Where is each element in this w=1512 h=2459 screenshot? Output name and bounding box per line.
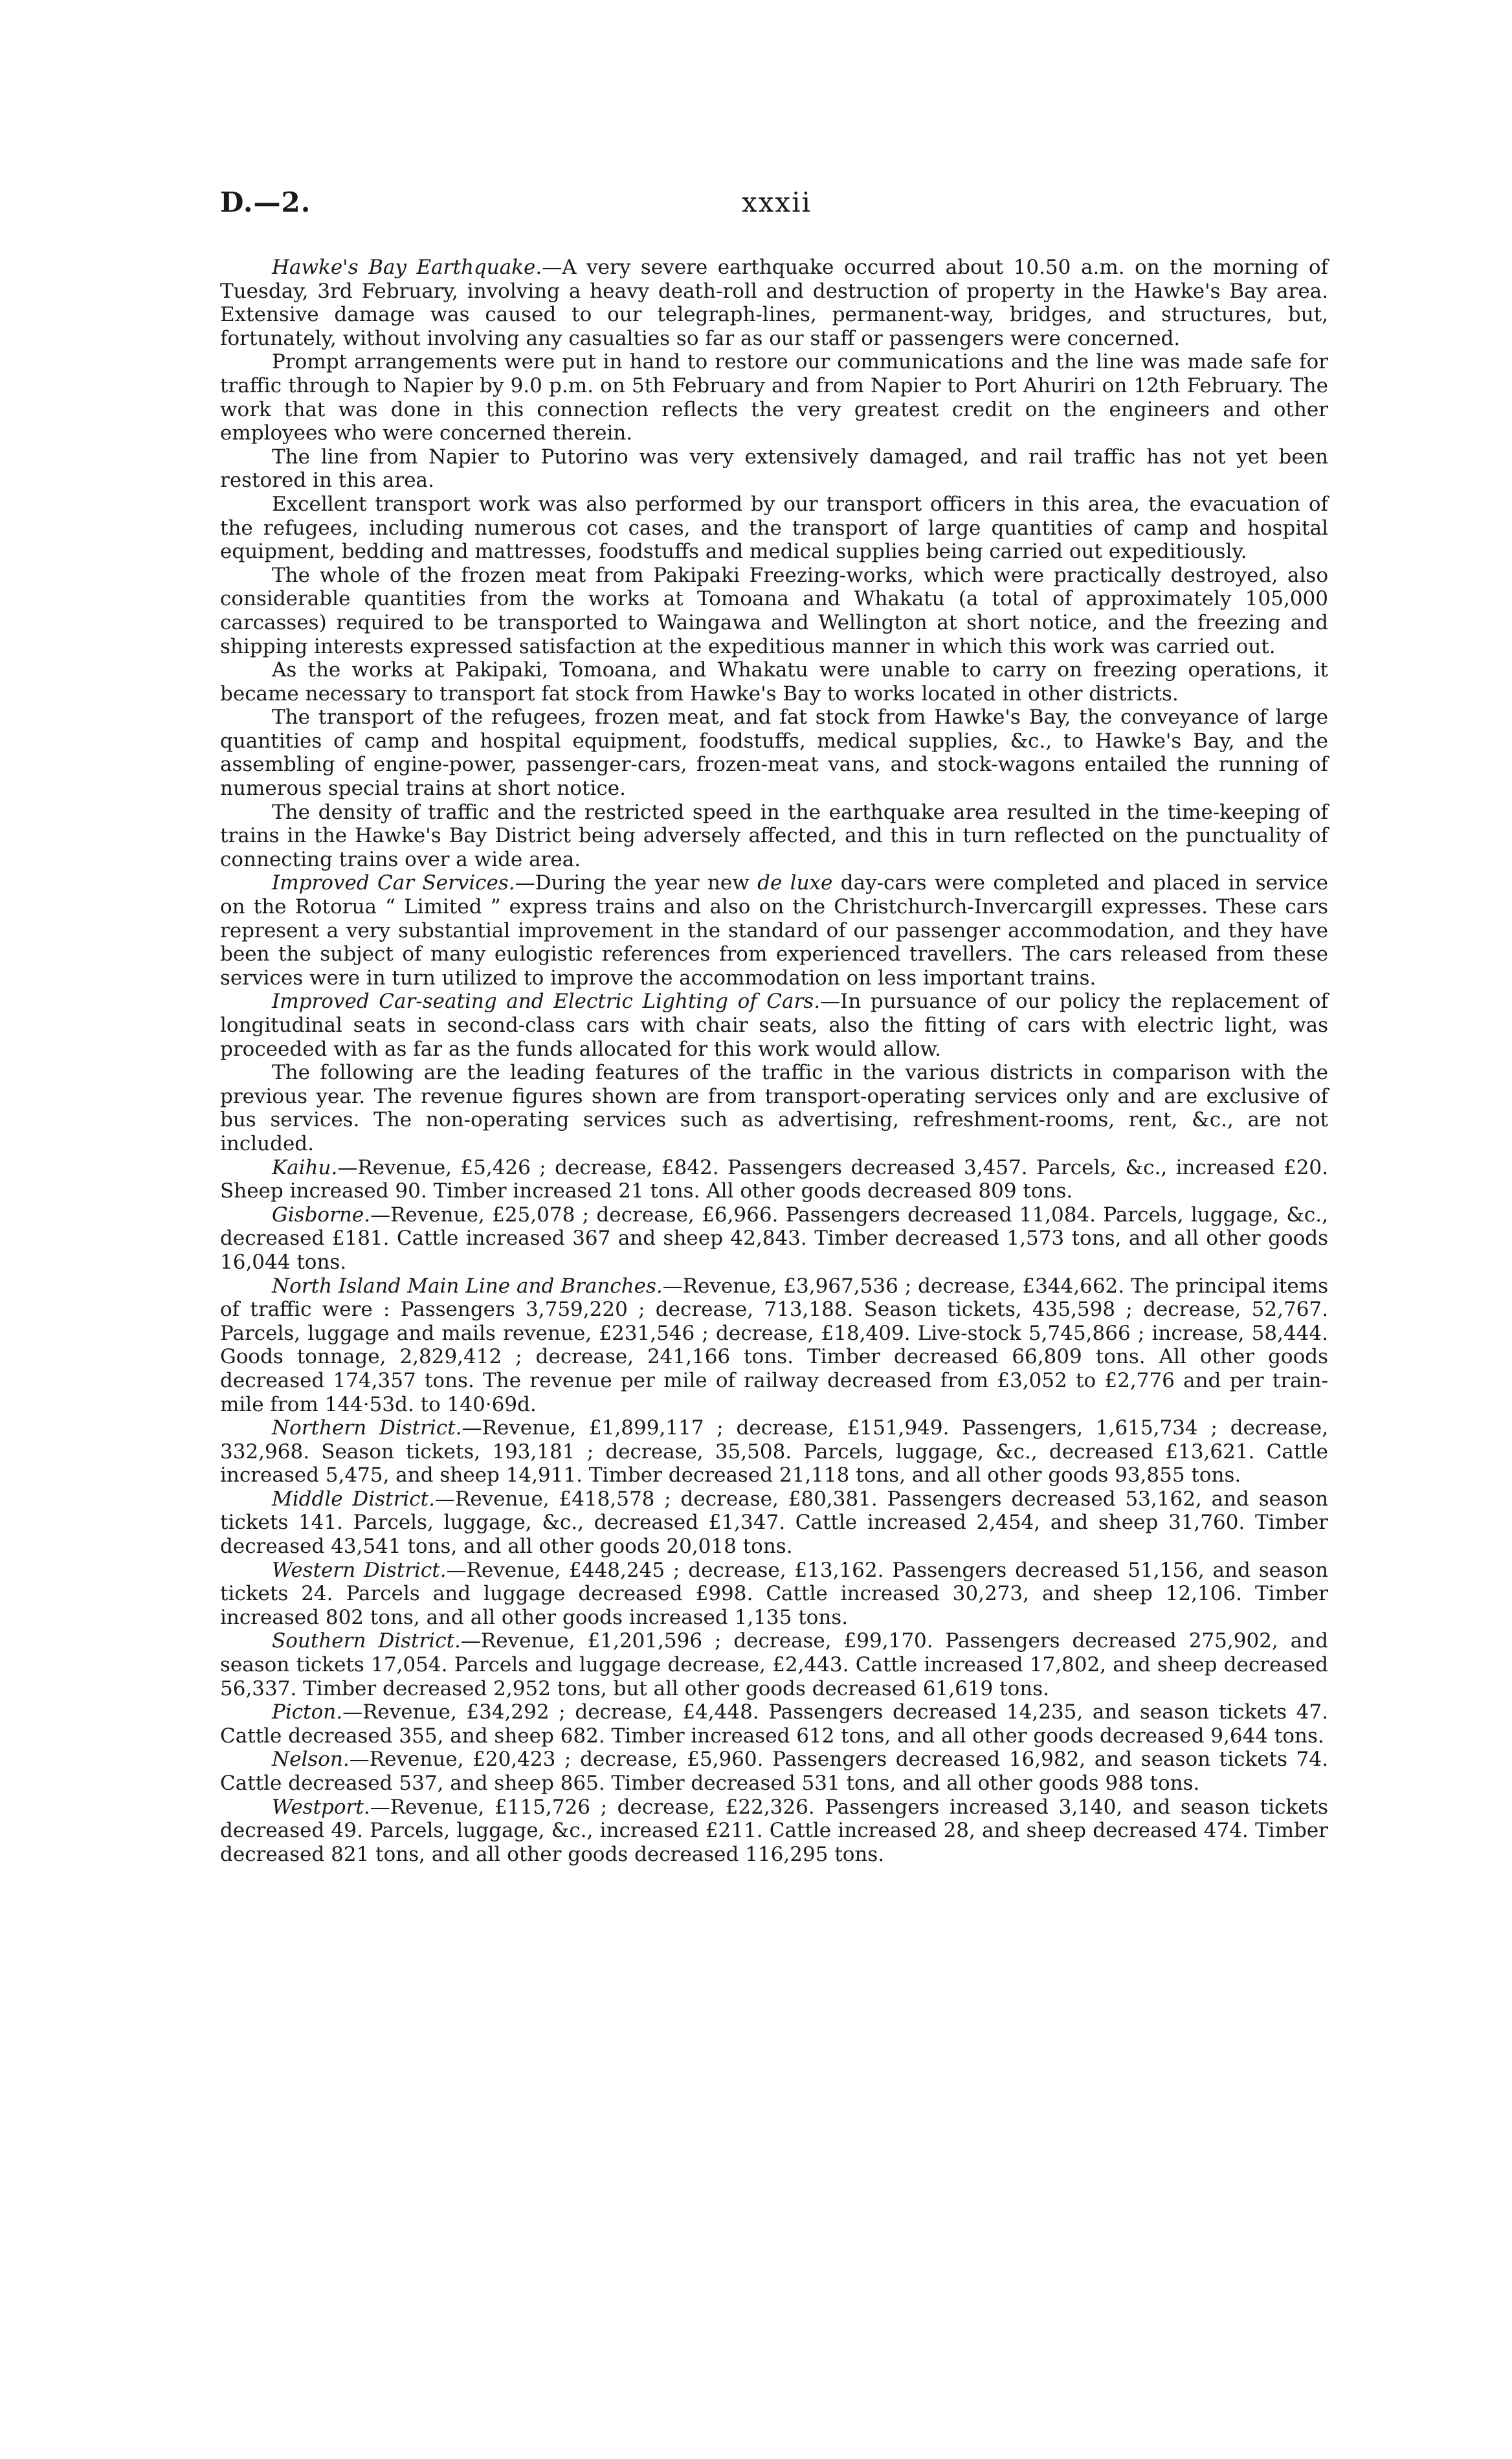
paragraph-restoration [220, 350, 1328, 445]
paragraph-text: As the works at Pakipaki, Tomoana, and Whakatu were unable to carry on freezing operations, it became necessary to transport fat stock from Hawke's Bay to works located in other districts. [220, 658, 1328, 706]
page-number: xxxii [742, 186, 812, 218]
paragraph-traffic-features [220, 1061, 1328, 1155]
paragraph-heading: Hawke's Bay Earthquake. [272, 256, 542, 279]
paragraph-car-seating [220, 990, 1328, 1061]
paragraph-heading: Picton. [272, 1700, 343, 1724]
paragraph-heading: North Island Main Line and Branches. [272, 1274, 663, 1298]
paragraph-nelson [220, 1748, 1328, 1795]
paragraph-hawkes-bay-earthquake [220, 256, 1328, 350]
paragraph-heading: Improved Car-seating and Electric Lighting of Cars. [272, 990, 821, 1014]
paragraph-heading: Kaihu. [272, 1155, 338, 1179]
paragraph-text: The line from Napier to Putorino was very extensively damaged, and rail traffic has not yet been restored in this area. [220, 445, 1328, 493]
paragraph-heading: Westport. [272, 1795, 370, 1819]
paragraph-northern-district [220, 1416, 1328, 1487]
paragraph-italic-phrase: de luxe [757, 871, 833, 895]
paragraph-kaihu [220, 1156, 1328, 1203]
paragraph-heading: Nelson. [272, 1748, 350, 1772]
paragraph-text: —Revenue, £1,201,596 ; decrease, £99,170. Passengers decreased 275,902, and season tickets 17,054. Parcels and luggage decrease, £2,443. Cattle increased 17,802, and sheep decreased 56,337. Timber decreased 2,952 tons, but all other goods decreased 61,619 tons. [220, 1629, 1328, 1700]
paragraph-text: —Revenue, £25,078 ; decrease, £6,966. Passengers decreased 11,084. Parcels, luggage, &c., decreased £181. Cattle increased 367 and sheep 42,843. Timber decreased 1,573 tons, and all other goods 16,044 tons. [220, 1203, 1328, 1274]
paragraph-special-trains [220, 706, 1328, 800]
paragraph-text: —Revenue, £20,423 ; decrease, £5,960. Passengers decreased 16,982, and season tickets 74. Cattle decreased 537, and sheep 865. Timber decreased 531 tons, and all other goods 988 tons. [220, 1748, 1328, 1795]
paragraph-text: —Revenue, £5,426 ; decrease, £842. Passengers decreased 3,457. Parcels, &c., increased £20. Sheep increased 90. Timber increased 21 tons. All other goods decreased 809 tons. [220, 1155, 1328, 1203]
paragraph-southern-district [220, 1629, 1328, 1700]
paragraph-text: Prompt arrangements were put in hand to restore our communications and the line was made safe for traffic through to Napier by 9.0 p.m. on 5th February and from Napier to Port Ahuriri on 12th February. The work that was done in this connection reflects the very greatest credit on the engineers and other employees who were concerned therein. [220, 350, 1328, 445]
paragraph-text: The following are the leading features of the traffic in the various districts in comparison with the previous year. The revenue figures shown are from transport-operating services only and are exclusive of bus services. The non-operating services such as advertising, refreshment-rooms, rent, &c., are not included. [220, 1061, 1328, 1155]
paragraph-text: —In pursuance of our policy the replacement of longitudinal seats in second-class cars with chair seats, also the fitting of cars with electric light, was proceeded with as far as the funds allocated for this work would allow. [220, 990, 1328, 1061]
paragraph-heading: Gisborne. [272, 1203, 371, 1227]
paragraph-text: Excellent transport work was also performed by our transport officers in this area, the evacuation of the refugees, including numerous cot cases, and the transport of large quantities of camp and hospital equipment, bedding and mattresses, foodstuffs and medical supplies being carried out expeditiously. [220, 492, 1328, 564]
paragraph-heading: Southern District. [272, 1629, 461, 1653]
document-reference: D.—2. [220, 186, 311, 218]
report-body [220, 256, 1328, 1866]
paragraph-improved-car-services [220, 871, 1328, 990]
paragraph-middle-district [220, 1487, 1328, 1559]
paragraph-westport [220, 1796, 1328, 1867]
paragraph-fat-stock [220, 658, 1328, 706]
paragraph-heading: Northern District. [272, 1416, 462, 1440]
paragraph-heading: Improved Car Services. [272, 871, 515, 895]
paragraph-text-continued: day-cars were completed and placed in service on the Rotorua “ Limited ” express trains and also on the Christchurch-Invercargill expresses. These cars represent a very substantial improvement in the standard of our passenger accommodation, and they have been the subject of many eulogistic references from experienced travellers. The cars released from these services were in turn utilized to improve the accommodation on less important trains. [220, 871, 1328, 990]
paragraph-napier-putorino [220, 445, 1328, 493]
paragraph-gisborne [220, 1203, 1328, 1274]
paragraph-north-island-main-line [220, 1274, 1328, 1417]
paragraph-text: The whole of the frozen meat from Pakipaki Freezing-works, which were practically destroyed, also considerable quantities from the works at Tomoana and Whakatu (a total of approximately 105,000 carcasses) required to be transported to Waingawa and Wellington at short notice, and the freezing and shipping interests expressed satisfaction at the expeditious manner in which this work was carried out. [220, 563, 1328, 658]
paragraph-text: —Revenue, £418,578 ; decrease, £80,381. Passengers decreased 53,162, and season tickets 141. Parcels, luggage, &c., decreased £1,347. Cattle increased 2,454, and sheep 31,760. Timber decreased 43,541 tons, and all other goods 20,018 tons. [220, 1487, 1328, 1559]
paragraph-text: —Revenue, £448,245 ; decrease, £13,162. Passengers decreased 51,156, and season tickets 24. Parcels and luggage decreased £998. Cattle increased 30,273, and sheep 12,106. Timber increased 802 tons, and all other goods increased 1,135 tons. [220, 1558, 1328, 1629]
paragraph-text: —A very severe earthquake occurred about 10.50 a.m. on the morning of Tuesday, 3rd February, involving a heavy death-roll and destruction of property in the Hawke's Bay area. Extensive damage was caused to our telegraph-lines, permanent-way, bridges, and structures, but, fortunately, without involving any casualties so far as our staff or passengers were concerned. [220, 256, 1328, 350]
paragraph-text: —Revenue, £34,292 ; decrease, £4,448. Passengers decreased 14,235, and season tickets 47. Cattle decreased 355, and sheep 682. Timber increased 612 tons, and all other goods decreased 9,644 tons. [220, 1700, 1328, 1748]
paragraph-frozen-meat [220, 564, 1328, 658]
paragraph-text: —Revenue, £1,899,117 ; decrease, £151,949. Passengers, 1,615,734 ; decrease, 332,968. Season tickets, 193,181 ; decrease, 35,508. Parcels, luggage, &c., decreased £13,621. Cattle increased 5,475, and sheep 14,911. Timber decreased 21,118 tons, and all other goods 93,855 tons. [220, 1416, 1329, 1487]
paragraph-heading: Middle District. [272, 1487, 435, 1511]
paragraph-text: —Revenue, £115,726 ; decrease, £22,326. Passengers increased 3,140, and season tickets decreased 49. Parcels, luggage, &c., increased £211. Cattle increased 28, and sheep decreased 474. Timber decreased 821 tons, and all other goods decreased 116,295 tons. [220, 1795, 1328, 1866]
paragraph-text: —Revenue, £3,967,536 ; decrease, £344,662. The principal items of traffic were : Passengers 3,759,220 ; decrease, 713,188. Season tickets, 435,598 ; decrease, 52,767. Parcels, luggage and mails revenue, £231,546 ; decrease, £18,409. Live-stock 5,745,866 ; increase, 58,444. Goods tonnage, 2,829,412 ; decrease, 241,166 tons. Timber decreased 66,809 tons. All other goods decreased 174,357 tons. The revenue per mile of railway decreased from £3,052 to £2,776 and per train-mile from 144·53d. to 140·69d. [220, 1274, 1328, 1416]
paragraph-picton [220, 1700, 1328, 1748]
paragraph-heading: Western District. [272, 1558, 447, 1582]
paragraph-western-district [220, 1559, 1328, 1630]
page-header [220, 186, 1333, 225]
paragraph-traffic-density [220, 801, 1328, 872]
paragraph-text: The transport of the refugees, frozen meat, and fat stock from Hawke's Bay, the conveyance of large quantities of camp and hospital equipment, foodstuffs, medical supplies, &c., to Hawke's Bay, and the assembling of engine-power, passenger-cars, frozen-meat vans, and stock-wagons entailed the running of numerous special trains at short notice. [220, 706, 1328, 801]
paragraph-text: The density of traffic and the restricted speed in the earthquake area resulted in the time-keeping of trains in the Hawke's Bay District being adversely affected, and this in turn reflected on the punctuality of connecting trains over a wide area. [220, 800, 1328, 871]
paragraph-text: —During the year new [515, 871, 750, 895]
paragraph-transport-work [220, 493, 1328, 564]
